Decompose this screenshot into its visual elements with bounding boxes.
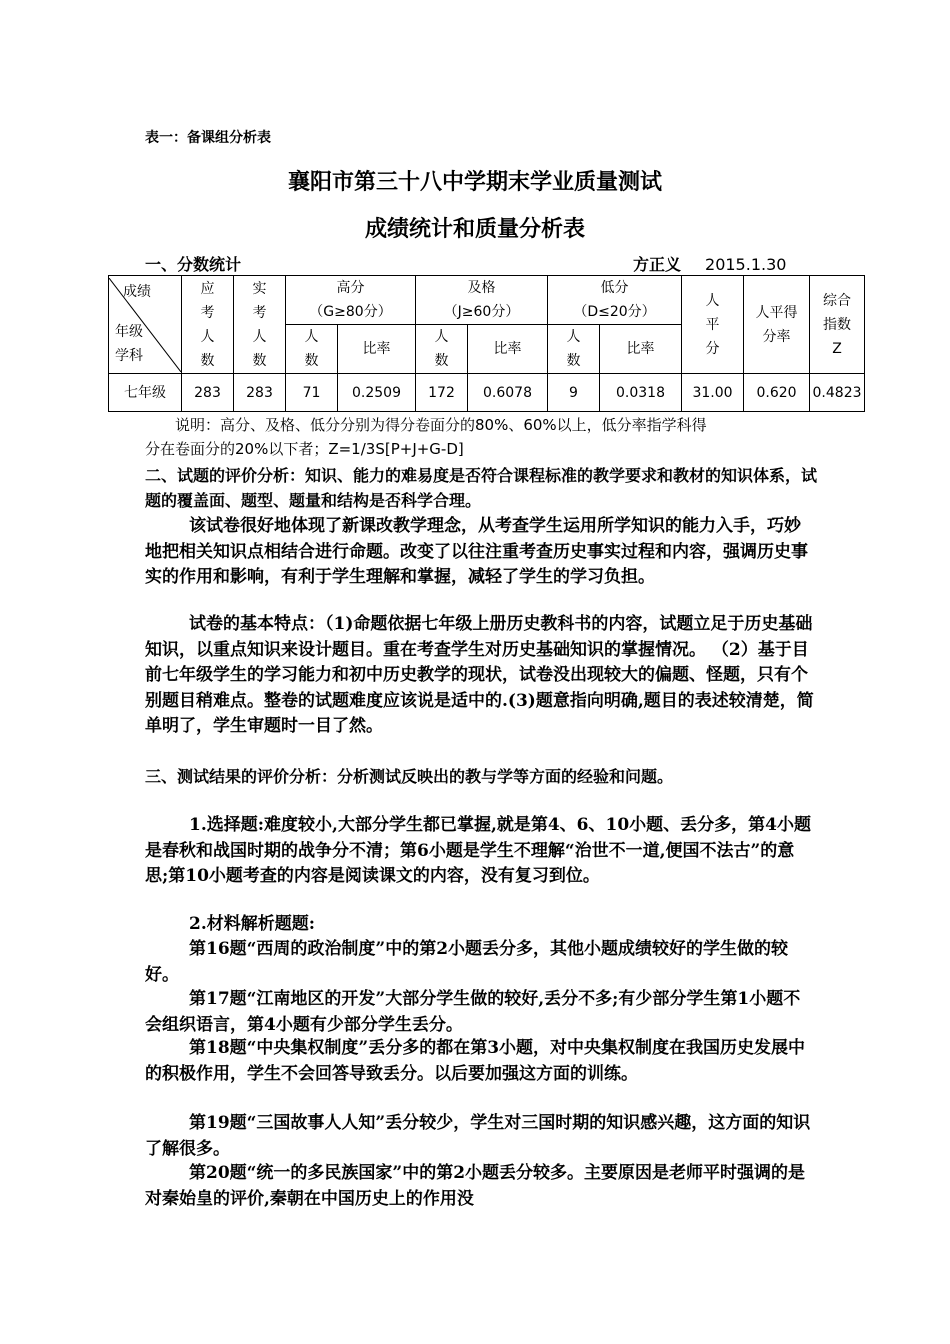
pass-condition: （J≥60分） <box>443 304 520 320</box>
high-condition: （G≥80分） <box>309 304 392 320</box>
header-grade: 年级 <box>115 323 143 340</box>
pass-count-header: 人数 <box>416 325 468 374</box>
header-composite-index: 综合 指数 Z <box>810 276 865 374</box>
low-count-header: 人数 <box>548 325 600 374</box>
section2-heading: 二、试题的评价分析：知识、能力的难易度是否符合课程标准的教学要求和教材的知识体系，试题的覆盖面、题型、题量和结构是否科学合理。 <box>145 466 818 510</box>
section2-paragraph-1: 该试卷很好地体现了新课改教学理念，从考查学生运用所学知识的能力入手，巧妙地把相关知识点相结合进行命题。改变了以往注重考查历史事实过程和内容，强调历史事实的作用和影响，有利于学生理解和掌握，减轻了学生的学习负担。 <box>145 516 808 587</box>
cell-average-rate: 0.620 <box>744 374 810 412</box>
section3-choice-questions: 1.选择题:难度较小,大部分学生都已掌握,就是第4、6、10小题、丢分多，第4小题是春秋和战国时期的战争分不清；第6小题是学生不理解“治世不一道,便国不法古”的意思;第10小题考查的内容是阅读课文的内容，没有复习到位。 <box>145 815 812 886</box>
score-statistics-table <box>108 275 865 412</box>
high-rate-header: 比率 <box>338 325 416 374</box>
section3-question-17: 第17题“江南地区的开发”大部分学生做的较好,丢分不多;有少部分学生第1小题不会组织语言，第4小题有少部分学生丢分。 <box>145 989 801 1035</box>
header-low-score <box>548 276 682 325</box>
author-name: 方正义 <box>633 255 682 274</box>
cell-low-count: 9 <box>548 374 600 412</box>
section2-paragraph-2: 试卷的基本特点：（1)命题依据七年级上册历史教科书的内容，试题立足于历史基础知识，以重点知识来设计题目。重在考查学生对历史基础知识的掌握情况。 （2）基于目前七年级学生的学习能力和初中历史教学的现状，试卷没出现较大的偏题、怪题，只有个别题目稍难点。整卷的试题难度应该说是适中的.(3)题意指向明确,题目的表述较清楚，简单明了，学生审题时一目了然。 <box>145 614 814 736</box>
header-score: 成绩 <box>123 283 151 300</box>
low-condition: （D≤20分） <box>573 304 656 320</box>
cell-pass-count: 172 <box>416 374 468 412</box>
note-line-1: 说明：高分、及格、低分分别为得分卷面分的80%、60%以上，低分率指学科得 <box>175 416 707 434</box>
section1-heading: 一、分数统计 <box>145 255 242 274</box>
document-subtitle: 成绩统计和质量分析表 <box>364 217 585 242</box>
author-date <box>633 252 786 275</box>
cell-pass-rate: 0.6078 <box>468 374 548 412</box>
pass-rate-header: 比率 <box>468 325 548 374</box>
document-title: 襄阳市第三十八中学期末学业质量测试 <box>287 170 662 195</box>
cell-grade: 七年级 <box>109 374 182 412</box>
low-label: 低分 <box>600 280 629 296</box>
section3-material-heading: 2.材料解析题题: <box>189 914 316 934</box>
section3-question-20: 第20题“统一的多民族国家”中的第2小题丢分较多。主要原因是老师平时强调的是对秦始皇的评价,秦朝在中国历史上的作用没 <box>145 1163 806 1209</box>
table-row <box>109 374 865 412</box>
note-line-2: 分在卷面分的20%以下者；Z=1/3S[P+J+G-D] <box>145 440 464 458</box>
header-average: 人平分 <box>682 276 744 374</box>
high-label: 高分 <box>336 280 365 296</box>
header-pass <box>416 276 548 325</box>
header-subject: 学科 <box>115 347 143 364</box>
cell-high-rate: 0.2509 <box>338 374 416 412</box>
cell-composite-index: 0.4823 <box>810 374 865 412</box>
header-average-rate: 人平得分率 <box>744 276 810 374</box>
cell-low-rate: 0.0318 <box>600 374 682 412</box>
report-date: 2015.1.30 <box>705 255 787 274</box>
section3-question-18: 第18题“中央集权制度”丢分多的都在第3小题，对中央集权制度在我国历史发展中的积极作用，学生不会回答导致丢分。以后要加强这方面的训练。 <box>145 1038 806 1084</box>
header-actual-count: 实考人数 <box>234 276 286 374</box>
header-should-count: 应考人数 <box>182 276 234 374</box>
high-count-header: 人数 <box>286 325 338 374</box>
section3-question-19: 第19题“三国故事人人知”丢分较少，学生对三国时期的知识感兴趣，这方面的知识了解很多。 <box>145 1113 811 1159</box>
low-rate-header: 比率 <box>600 325 682 374</box>
pass-label: 及格 <box>467 280 496 296</box>
cell-average: 31.00 <box>682 374 744 412</box>
cell-high-count: 71 <box>286 374 338 412</box>
header-high-score <box>286 276 416 325</box>
table-note <box>145 413 817 461</box>
section3-question-16: 第16题“西周的政治制度”中的第2小题丢分多，其他小题成绩较好的学生做的较好。 <box>145 939 789 985</box>
cell-actual: 283 <box>234 374 286 412</box>
cell-should: 283 <box>182 374 234 412</box>
header-diagonal-cell <box>109 276 182 374</box>
table-label: 表一：备课组分析表 <box>145 130 271 146</box>
section3-heading: 三、测试结果的评价分析：分析测试反映出的教与学等方面的经验和问题。 <box>145 767 674 786</box>
